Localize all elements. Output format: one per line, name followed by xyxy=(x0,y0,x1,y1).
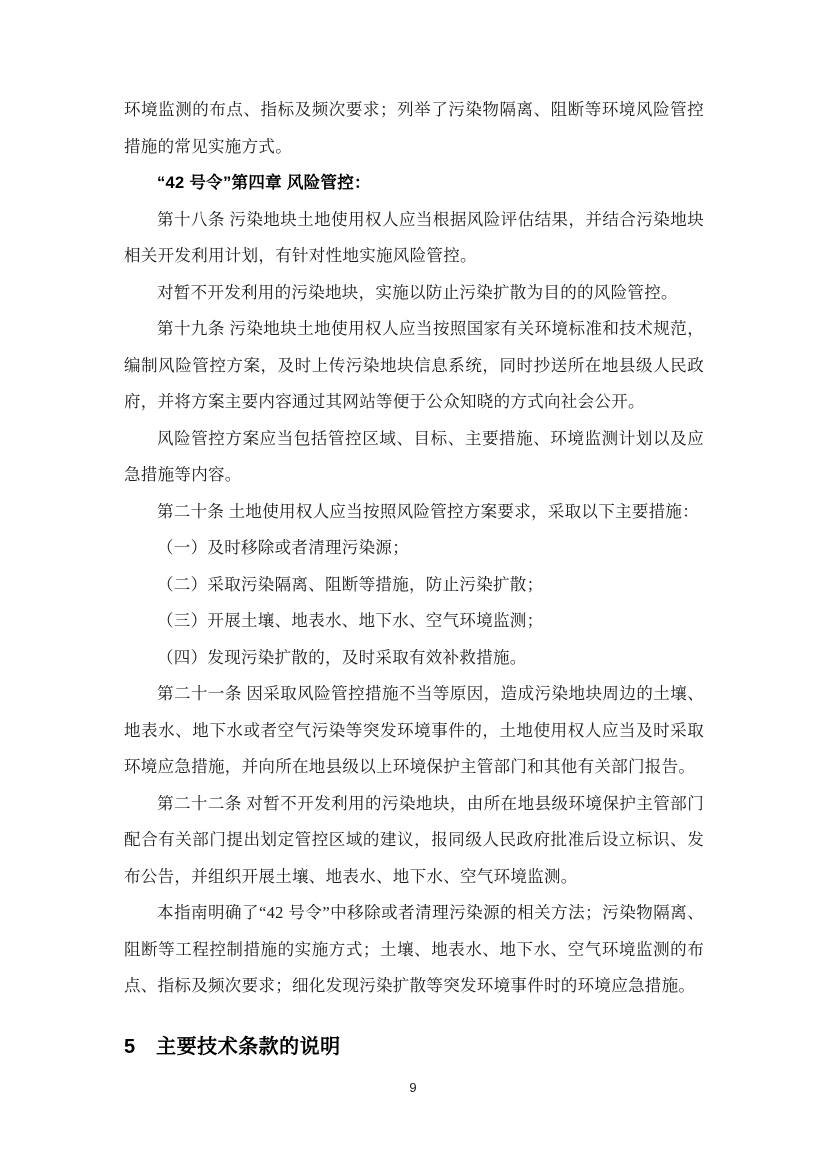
body-paragraph: 环境监测的布点、指标及频次要求；列举了污染物隔离、阻断等环境风险管控措施的常见实施方式。 xyxy=(124,100,704,156)
body-paragraph: 本指南明确了“42 号令”中移除或者清理污染源的相关方法；污染物隔离、阻断等工程控制措施的实施方式；土壤、地表水、地下水、空气环境监测的布点、指标及频次要求；细化发现污染扩散等突发环境事件时的环境应急措施。 xyxy=(124,903,704,995)
list-item: （四）发现污染扩散的，及时采取有效补救措施。 xyxy=(157,647,527,667)
body-paragraph: 第二十条 土地使用权人应当按照风险管控方案要求，采取以下主要措施： xyxy=(157,501,700,521)
section-heading: 5 主要技术条款的说明 xyxy=(124,1035,341,1058)
body-paragraph: 第二十一条 因采取风险管控措施不当等原因，造成污染地块周边的土壤、地表水、地下水或者空气污染等突发环境事件的，土地使用权人应当及时采取环境应急措施，并向所在地县级以上环境保护主管部门和其他有关部门报告。 xyxy=(124,684,704,776)
body-paragraph: 风险管控方案应当包括管控区域、目标、主要措施、环境监测计划以及应急措施等内容。 xyxy=(124,428,704,484)
body-paragraph: 第十九条 污染地块土地使用权人应当按照国家有关环境标准和技术规范，编制风险管控方案，及时上传污染地块信息系统，同时抄送所在地县级人民政府，并将方案主要内容通过其网站等便于公众知晓的方式向社会公开。 xyxy=(124,319,704,411)
body-paragraph: 第十八条 污染地块土地使用权人应当根据风险评估结果，并结合污染地块相关开发利用计划，有针对性地实施风险管控。 xyxy=(124,209,704,265)
list-item: （二）采取污染隔离、阻断等措施，防止污染扩散； xyxy=(157,574,544,594)
body-paragraph: 对暂不开发利用的污染地块，实施以防止污染扩散为目的的风险管控。 xyxy=(157,282,678,302)
chapter-subheading: “42 号令”第四章 风险管控： xyxy=(157,174,371,192)
list-item: （三）开展土壤、地表水、地下水、空气环境监测； xyxy=(157,611,544,630)
body-paragraph: 第二十二条 对暂不开发利用的污染地块，由所在地县级环境保护主管部门配合有关部门提出划定管控区域的建议，报同级人民政府批准后设立标识、发布公告，并组织开展土壤、地表水、地下水、空气环境监测。 xyxy=(124,793,704,886)
page-number: 9 xyxy=(409,1080,417,1095)
list-item: （一）及时移除或者清理污染源； xyxy=(157,538,409,557)
